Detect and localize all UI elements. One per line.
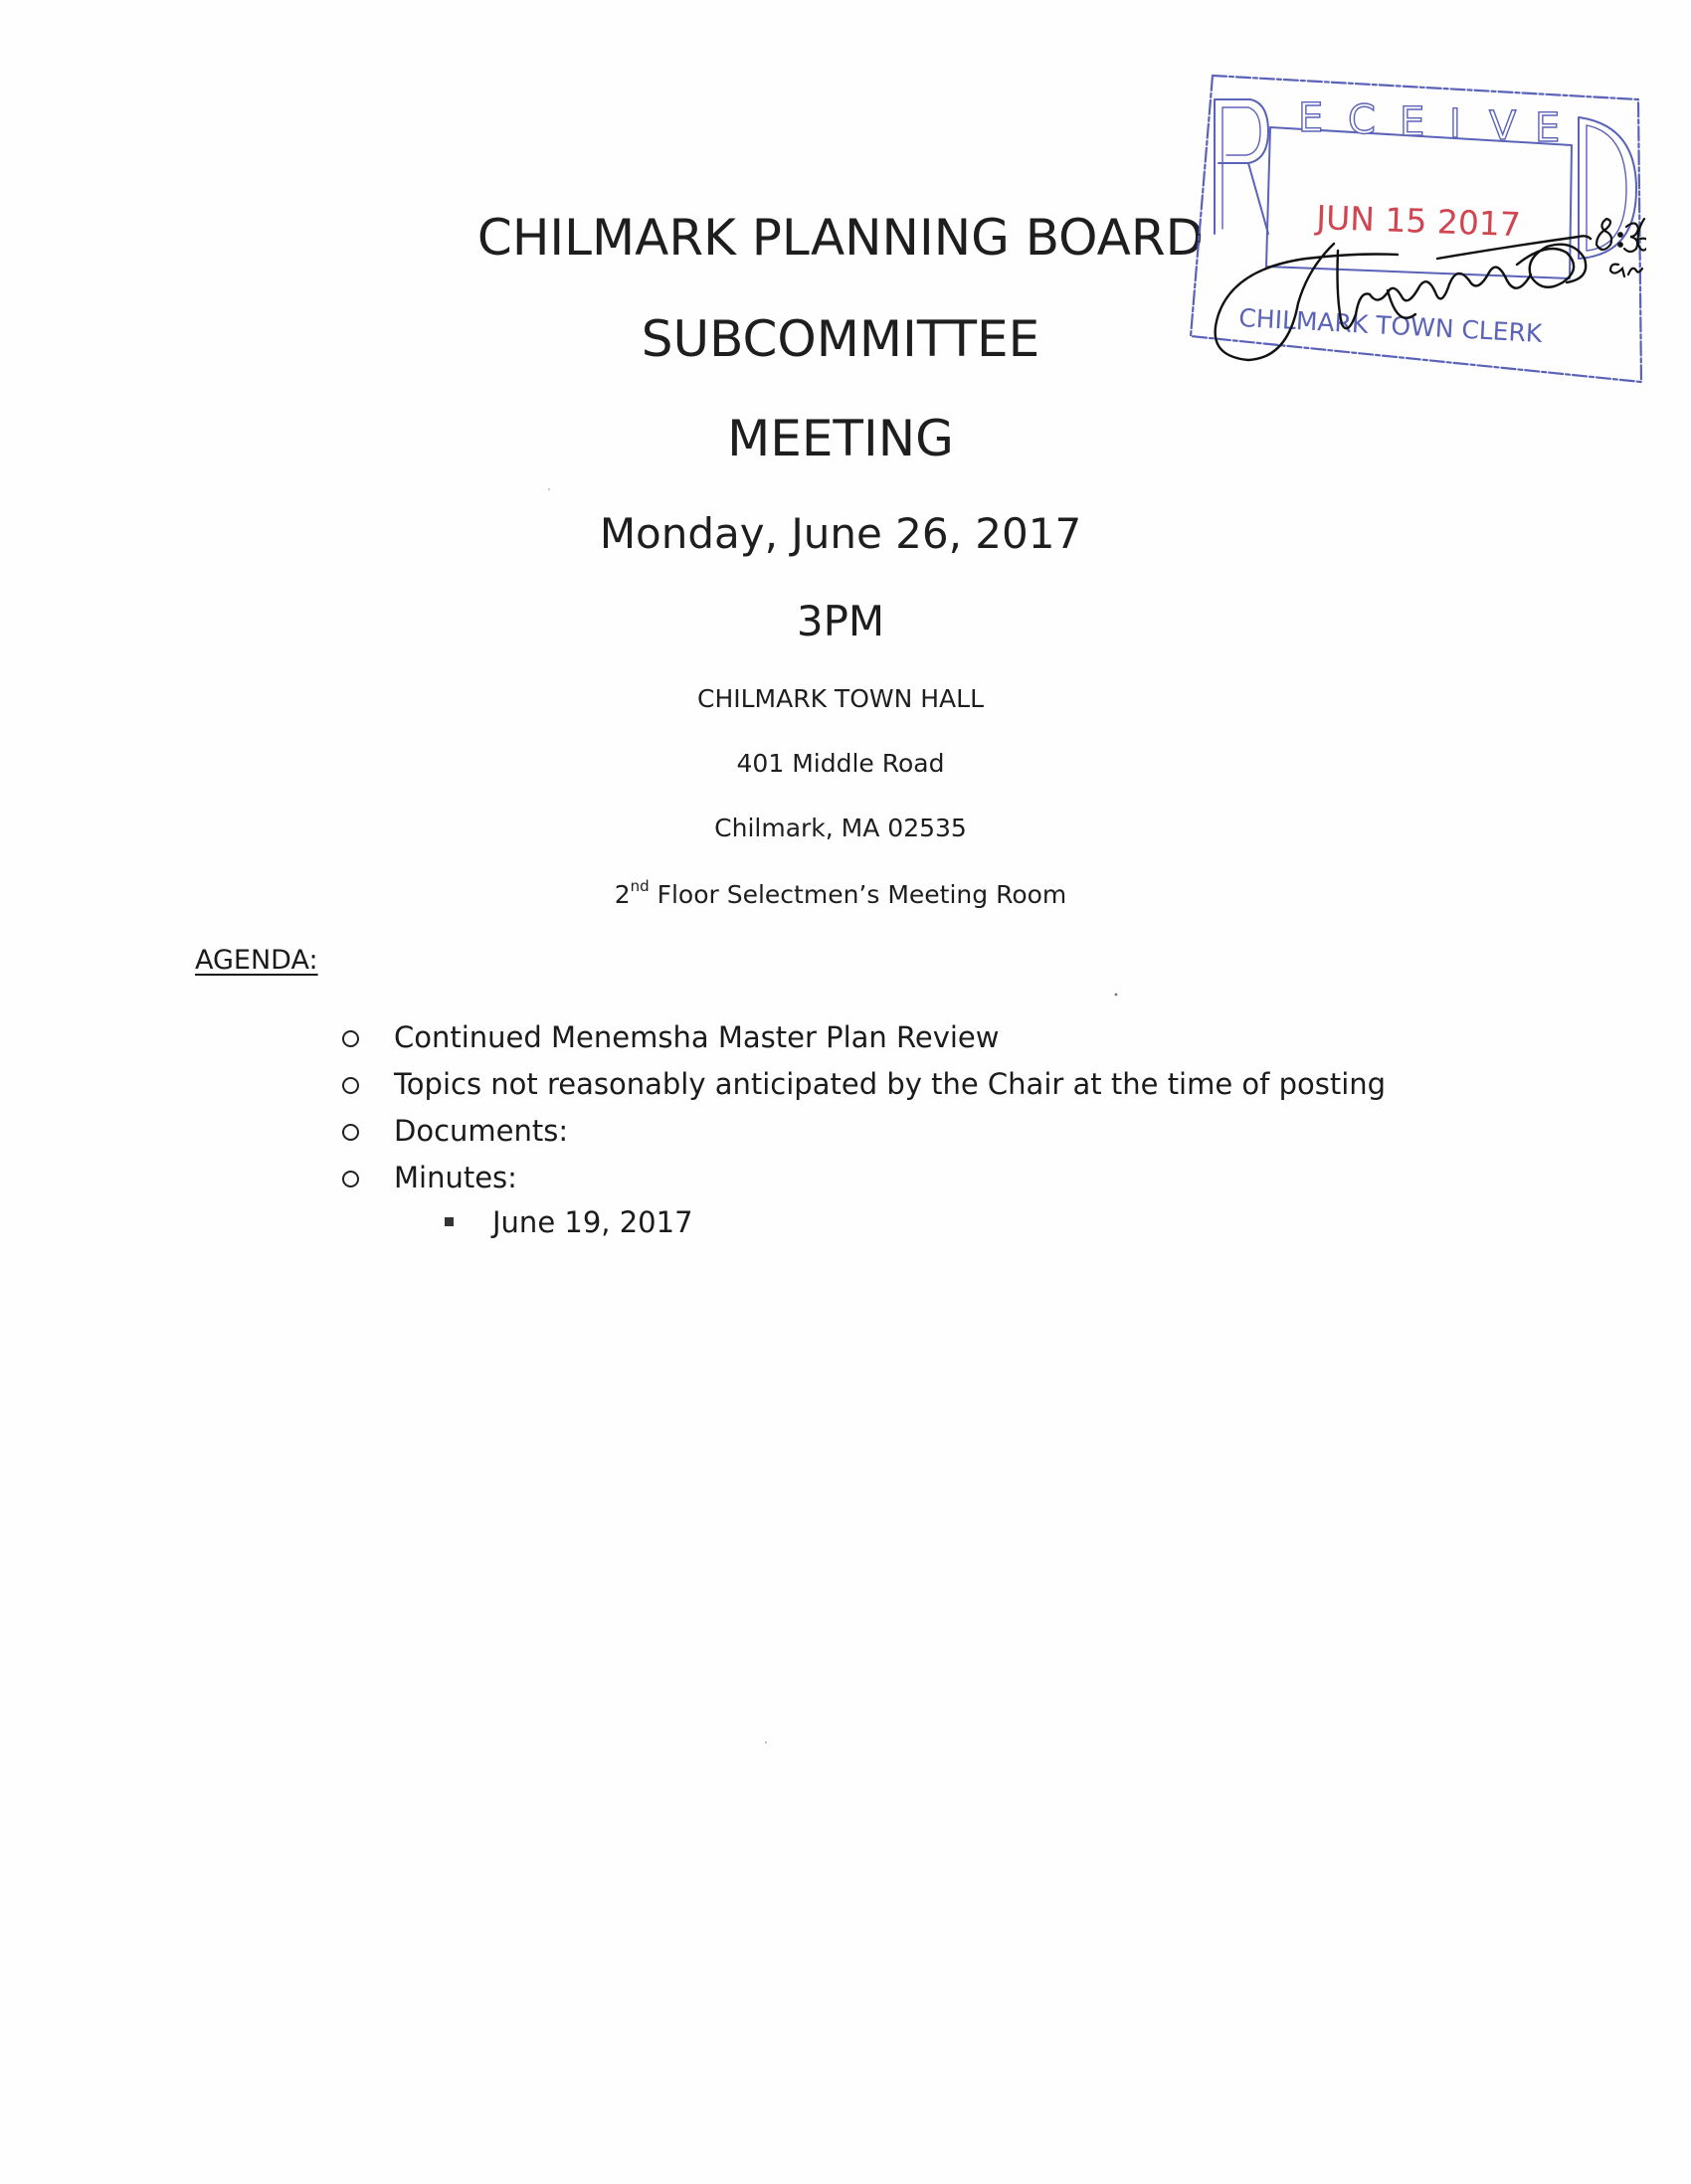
agenda-heading: AGENDA: (195, 945, 318, 976)
stamp-date: JUN 15 2017 (1315, 198, 1522, 245)
room-floor-suffix: nd (630, 877, 650, 895)
location-city: Chilmark, MA 02535 (714, 814, 967, 842)
stamp-office: CHILMARK TOWN CLERK (1237, 303, 1543, 348)
stamp-letter: E (1400, 99, 1425, 145)
location-street: 401 Middle Road (736, 749, 945, 778)
title-line-3: MEETING (727, 410, 954, 467)
agenda-item-text: Documents: (394, 1114, 569, 1148)
stamp-letter: E (1298, 95, 1324, 141)
agenda-item-text: Minutes: (394, 1161, 517, 1194)
agenda-item-text: Continued Menemsha Master Plan Review (394, 1020, 1000, 1054)
title-line-1: CHILMARK PLANNING BOARD (476, 209, 1205, 267)
agenda-item-text: Topics not reasonably anticipated by the Chair at the time of posting (394, 1067, 1387, 1101)
stamp-letter: I (1449, 101, 1461, 147)
room-name: Floor Selectmen’s Meeting Room (649, 880, 1067, 909)
meeting-time: 3PM (796, 597, 885, 645)
stamp-letter: E (1535, 105, 1561, 151)
stamp-letter: C (1348, 97, 1376, 143)
room-floor-number: 2 (614, 880, 631, 909)
meeting-date: Monday, June 26, 2017 (599, 509, 1082, 558)
title-line-2: SUBCOMMITTEE (641, 310, 1040, 368)
stamp-letter: V (1489, 103, 1517, 149)
location-building: CHILMARK TOWN HALL (696, 684, 984, 713)
minutes-subitem-text: June 19, 2017 (492, 1205, 693, 1239)
